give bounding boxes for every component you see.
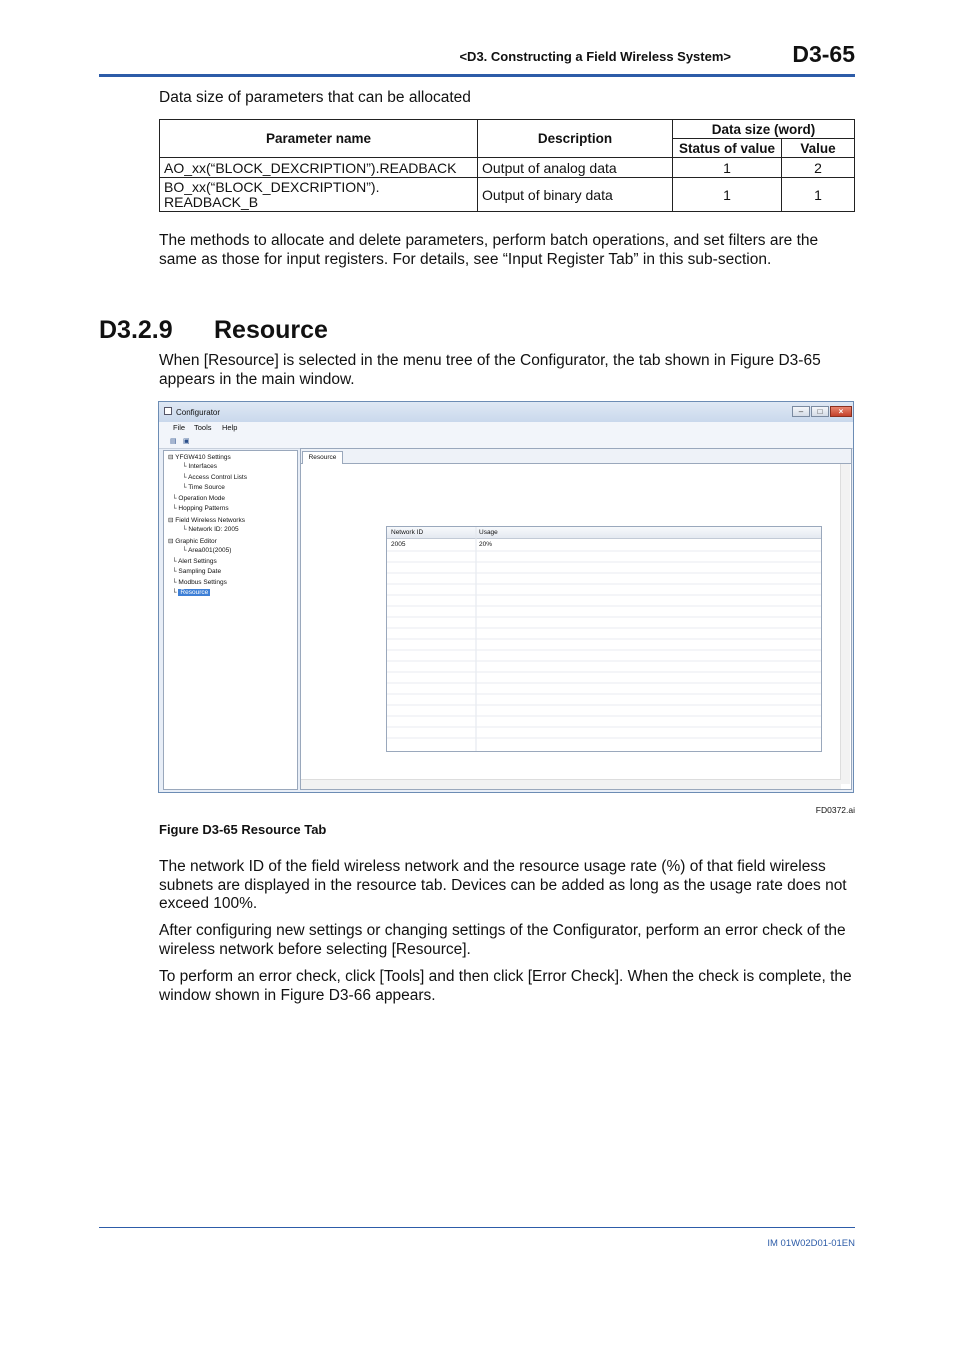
menu-tools[interactable]: Tools (194, 423, 212, 432)
tree-item-root[interactable]: ⊟ YFGW410 Settings (168, 454, 231, 461)
body-paragraph-1: The network ID of the field wireless network and the resource usage rate (%) of that field wireless subnets are displayed in the resource tab. Devices can be added as long as the usage rate does not exceed 100%. (159, 858, 847, 912)
param-name: AO_xx(“BLOCK_DEXCRIPTION”).READBACK (160, 158, 478, 178)
horizontal-scrollbar[interactable] (301, 779, 841, 789)
tree-item-area[interactable]: └ Area001(2005) (182, 547, 232, 554)
resource-grid (386, 526, 822, 752)
parameter-size-table (159, 119, 855, 212)
tree-item-interfaces[interactable]: └ Interfaces (182, 463, 217, 470)
title-bar (159, 402, 853, 422)
grid-cell-usage[interactable]: 20% (479, 541, 493, 548)
open-icon[interactable]: ▤ (170, 438, 177, 445)
tree-item-sampling[interactable]: └ Sampling Date (172, 568, 222, 575)
col-header-data-size: Data size (word) (673, 120, 855, 139)
param-value: 1 (782, 178, 855, 212)
param-desc: Output of binary data (478, 178, 673, 212)
param-name-line2: READBACK_B (164, 193, 259, 210)
menu-bar (159, 422, 853, 435)
table-row (160, 178, 855, 212)
tree-item-network-id[interactable]: └ Network ID: 2005 (182, 526, 239, 533)
vertical-scrollbar[interactable] (840, 464, 850, 784)
col-header-parameter: Parameter name (160, 120, 478, 158)
running-header: <D3. Constructing a Field Wireless System> (459, 49, 731, 64)
menu-help[interactable]: Help (222, 423, 238, 432)
section-intro: When [Resource] is selected in the menu tree of the Configurator, the tab shown in Figure D3-65 appears in the main window. (159, 352, 821, 388)
tree-item-access-control[interactable]: └ Access Control Lists (182, 474, 247, 481)
maximize-icon[interactable]: □ (811, 406, 829, 417)
header-rule (99, 74, 855, 77)
minimize-icon[interactable]: – (792, 406, 810, 417)
section-number: D3.2.9 (99, 316, 173, 344)
footer-rule (99, 1227, 855, 1228)
tree-item-time-source[interactable]: └ Time Source (182, 484, 225, 491)
save-icon[interactable]: ▣ (183, 438, 190, 445)
tree-item-graphic-editor[interactable]: ⊟ Graphic Editor (168, 538, 217, 545)
param-value: 2 (782, 158, 855, 178)
toolbar (159, 435, 853, 449)
window-title: Configurator (176, 408, 221, 417)
tab-resource[interactable]: Resource (302, 451, 343, 464)
param-name (160, 178, 478, 212)
grid-cell-network-id[interactable]: 2005 (391, 541, 406, 548)
figure-caption: Figure D3-65 Resource Tab (159, 822, 327, 837)
col-header-value: Value (782, 139, 855, 158)
tab-strip (301, 449, 851, 464)
main-window (300, 448, 852, 790)
intro-text: Data size of parameters that can be allocated (159, 89, 471, 106)
param-status: 1 (673, 178, 782, 212)
body-paragraph-3: To perform an error check, click [Tools] and then click [Error Check]. When the check is complete, the window shown in Figure D3-66 appears. (159, 968, 852, 1004)
tree-item-operation-mode[interactable]: └ Operation Mode (172, 495, 226, 502)
methods-text: The methods to allocate and delete parameters, perform batch operations, and set filters are the same as those for input registers. For details, see “Input Register Tab” in this sub-section. (159, 232, 819, 268)
tree-item-fwn[interactable]: ⊟ Field Wireless Networks (168, 517, 245, 524)
menu-tree (163, 450, 298, 790)
app-icon (164, 407, 172, 415)
close-icon[interactable]: × (830, 406, 852, 417)
page-number: D3-65 (792, 41, 855, 67)
tree-item-modbus[interactable]: └ Modbus Settings (172, 579, 227, 586)
table-row (160, 158, 855, 178)
grid-header-usage[interactable]: Usage (479, 529, 498, 536)
figure-id: FD0372.ai (815, 805, 855, 815)
body-paragraph-2: After configuring new settings or changing settings of the Configurator, perform an error check of the wireless network before selecting [Resource]. (159, 922, 846, 958)
grid-header-network-id[interactable]: Network ID (391, 529, 424, 536)
param-status: 1 (673, 158, 782, 178)
col-header-status: Status of value (673, 139, 782, 158)
grid-lines (387, 527, 821, 751)
col-header-description: Description (478, 120, 673, 158)
param-name-line1: BO_xx(“BLOCK_DEXCRIPTION”). (164, 178, 380, 195)
tree-item-resource[interactable]: └ Resource (172, 589, 209, 596)
param-desc: Output of analog data (478, 158, 673, 178)
document-number: IM 01W02D01-01EN (767, 1238, 855, 1249)
tree-item-hopping[interactable]: └ Hopping Patterns (172, 505, 229, 512)
menu-file[interactable]: File (173, 423, 186, 432)
tree-item-alert[interactable]: └ Alert Settings (172, 558, 217, 565)
section-title: Resource (214, 316, 328, 344)
configurator-window (158, 401, 854, 793)
